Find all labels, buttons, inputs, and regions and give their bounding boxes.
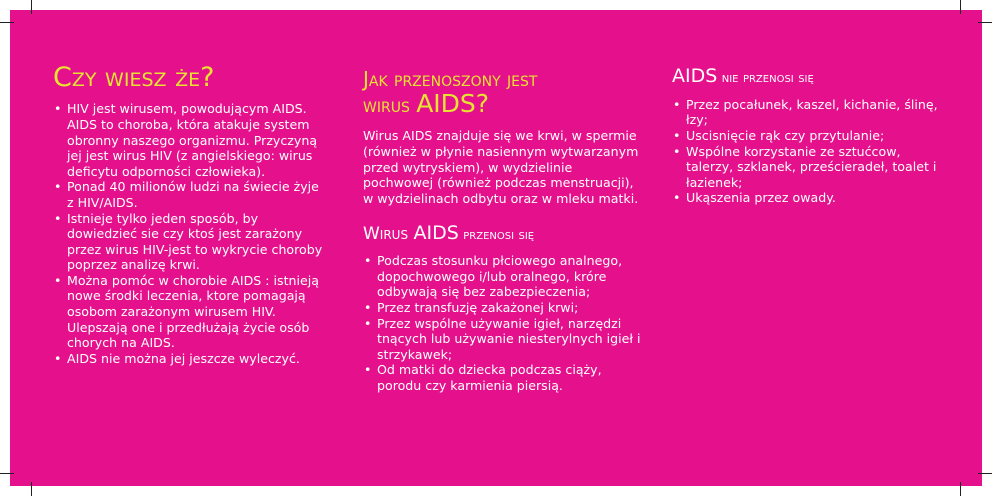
column2-subtitle-c: przenosi się bbox=[458, 227, 535, 244]
list-item: • Przez transfuzję zakażonej krwi; bbox=[363, 300, 641, 316]
list-item: • Istnieje tylko jeden sposób, by dowiedzieć sie czy ktoś jest zarażony przez wirus HIV-jest to wykrycie choroby poprzez analizę krwi. bbox=[53, 211, 325, 273]
crop-mark bbox=[31, 0, 32, 14]
column-transmission bbox=[363, 66, 641, 394]
list-item: • Podczas stosunku płciowego analnego, dopochwowego i/lub oralnego, króre odbywają się bez zabezpieczenia; bbox=[363, 253, 641, 300]
column2-title-line2b: AIDS? bbox=[416, 89, 490, 119]
list-item: • Uscisnięcie rąk czy przytulanie; bbox=[672, 128, 944, 144]
column2-title-line1: Jak przenoszony jest bbox=[363, 67, 538, 91]
crop-mark bbox=[960, 0, 961, 14]
list-item: • HIV jest wirusem, powodującym AIDS. AIDS to choroba, która atakuje system obronny naszego organizmu. Przyczyną jej jest wirus HIV (z angielskiego: wirus deficytu odporności człowieka). bbox=[53, 101, 325, 179]
crop-mark bbox=[978, 473, 992, 474]
crop-mark bbox=[0, 473, 14, 474]
list-item: • Ukąszenia przez owady. bbox=[672, 190, 944, 206]
column3-title-a: AIDS bbox=[672, 65, 718, 87]
crop-mark bbox=[978, 22, 992, 23]
column2-subtitle bbox=[363, 223, 641, 244]
list-item: • Od matki do dziecka podczas ciąży, porodu czy karmienia piersią. bbox=[363, 362, 641, 393]
column1-list bbox=[53, 101, 325, 366]
crop-mark bbox=[0, 22, 14, 23]
column2-subtitle-b: AIDS bbox=[413, 222, 459, 245]
list-item: • AIDS nie można jej jeszcze wyleczyć. bbox=[53, 351, 325, 367]
list-item: • Przez pocałunek, kaszel, kichanie, ślinę, łzy; bbox=[672, 97, 944, 128]
column2-title bbox=[363, 66, 641, 117]
column2-list bbox=[363, 253, 641, 393]
list-item: • Można pomóc w chorobie AIDS : istnieją nowe środki leczenia, ktore pomagają osobom zarażonym wirusem HIV. Ulepszają one i przedłużają życie osób chorych na AIDS. bbox=[53, 273, 325, 351]
column3-list bbox=[672, 97, 944, 206]
column-not-transmitted bbox=[672, 66, 944, 206]
column2-title-line2a: wirus bbox=[363, 93, 417, 118]
column2-subtitle-a: Wirus bbox=[363, 224, 414, 245]
column2-paragraph: Wirus AIDS znajduje się we krwi, w spermie (również w płynie nasiennym wytwarzanym przed wytryskiem), w wydzielinie pochwowej (również podczas menstruacji), w wydzielinach odbytu oraz w mleku matki. bbox=[363, 128, 639, 206]
column3-title-b: nie przenosi się bbox=[717, 70, 814, 86]
crop-mark bbox=[960, 482, 961, 496]
crop-mark bbox=[31, 482, 32, 496]
column3-title bbox=[672, 66, 944, 87]
column-did-you-know bbox=[53, 64, 325, 366]
list-item: • Przez wspólne używanie igieł, narzędzi tnących lub używanie niesterylnych igieł i strzykawek; bbox=[363, 316, 641, 363]
list-item: • Wspólne korzystanie ze sztućcow, talerzy, szklanek, prześcieradeł, toalet i łazienek; bbox=[672, 144, 944, 191]
list-item: • Ponad 40 milionów ludzi na świecie żyje z HIV/AIDS. bbox=[53, 179, 325, 210]
column1-title: Czy wiesz że? bbox=[53, 62, 215, 93]
